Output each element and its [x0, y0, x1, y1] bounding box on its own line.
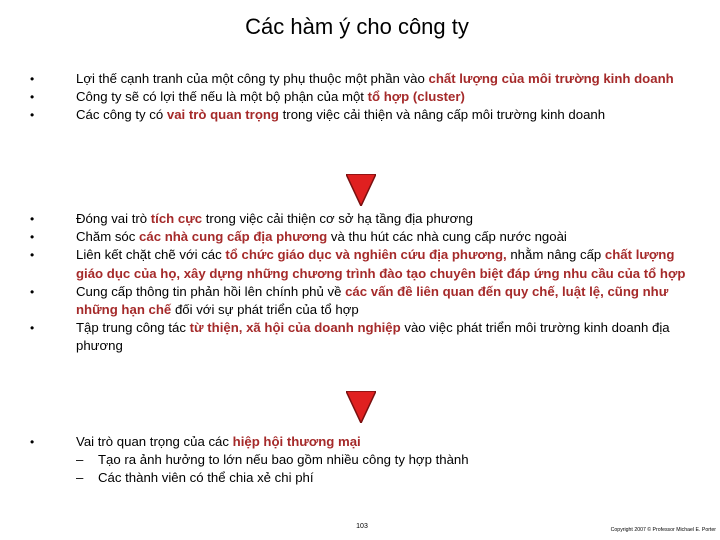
bullet-item [30, 246, 700, 282]
item-text: Vai trò quan trọng của các [76, 434, 233, 449]
highlighted-text: vai trò quan trọng [166, 107, 279, 123]
highlighted-text: tích cực [150, 211, 203, 226]
item-text: trong việc cải thiện và nâng cấp môi trường kinh doanh [278, 107, 606, 123]
section-trade-associations [30, 433, 700, 488]
bullet-icon: • [30, 108, 35, 123]
item-text: Lợi thế cạnh tranh của một công ty phụ thuộc một phần vào [76, 71, 429, 86]
bullet-item [30, 106, 700, 124]
item-text: Chăm sóc [76, 229, 140, 245]
highlighted-text: các vấn đề liên quan đến quy chế, luật lệ, cũng như những hạn chế [76, 283, 669, 318]
bullet-item [30, 88, 700, 106]
highlighted-text: hiệp hội thương mại [232, 434, 361, 449]
bullet-icon: • [30, 72, 35, 86]
bullet-icon: • [30, 230, 35, 245]
bullet-icon: • [30, 321, 35, 336]
sub-item-text: Các thành viên có thể chia xẻ chi phí [98, 470, 314, 486]
item-text: Tập trung công tác [76, 320, 190, 336]
item-text: Liên kết chặt chẽ với các [76, 247, 226, 263]
item-text: và thu hút các nhà cung cấp nước ngoài [327, 229, 567, 245]
highlighted-text: chất lượng giáo dục của họ, xây dựng những chương trình đào tạo chuyên biệt đáp ứng nhu cầu của tổ hợp [76, 247, 686, 281]
item-text: vào việc phát triển môi trường kinh doanh địa phương [76, 320, 670, 354]
bullet-icon: • [30, 248, 35, 263]
item-text: Đóng vai trò [76, 211, 151, 226]
dash-icon: – [76, 452, 84, 468]
highlighted-text: các nhà cung cấp địa phương [139, 229, 328, 245]
section-implications [30, 70, 700, 125]
bullet-icon: • [30, 435, 35, 449]
item-text: đối với sự phát triển của tổ hợp [171, 302, 359, 318]
highlighted-text: từ thiện, xã hội của doanh nghiệp [189, 320, 401, 336]
bullet-item [30, 319, 700, 355]
highlighted-text: chất lượng của môi trường kinh doanh [428, 71, 674, 86]
sub-item [30, 451, 700, 469]
highlighted-text: tổ hợp (cluster) [367, 89, 465, 105]
bullet-icon: • [30, 284, 35, 299]
dash-icon: – [76, 470, 84, 486]
sub-item [30, 469, 700, 487]
item-text: Cung cấp thông tin phản hồi lên chính phủ về [76, 283, 346, 299]
bullet-item [30, 70, 700, 88]
item-text: nhằm nâng cấp [506, 247, 605, 263]
item-text: trong việc cải thiện cơ sở hạ tầng địa phương [202, 211, 473, 226]
bullet-item [30, 283, 700, 319]
item-text: Các công ty có [76, 107, 167, 123]
copyright-notice: Copyright 2007 © Professor Michael E. Porter [610, 527, 716, 533]
bullet-item [30, 228, 700, 246]
bullet-item [30, 433, 700, 451]
bullet-icon: • [30, 212, 35, 226]
sub-item-text: Tạo ra ảnh hưởng to lớn nếu bao gồm nhiều công ty hợp thành [98, 452, 469, 468]
slide-title: Các hàm ý cho công ty [245, 14, 469, 39]
down-arrow-icon [346, 174, 376, 206]
item-text: Công ty sẽ có lợi thế nếu là một bộ phận của một [76, 89, 368, 105]
bullet-item [30, 210, 700, 228]
down-arrow-icon [346, 391, 376, 423]
highlighted-text: tổ chức giáo dục và nghiên cứu địa phương, [225, 247, 507, 263]
section-company-roles [30, 210, 700, 356]
page-number: 103 [356, 523, 368, 530]
bullet-icon: • [30, 90, 35, 105]
